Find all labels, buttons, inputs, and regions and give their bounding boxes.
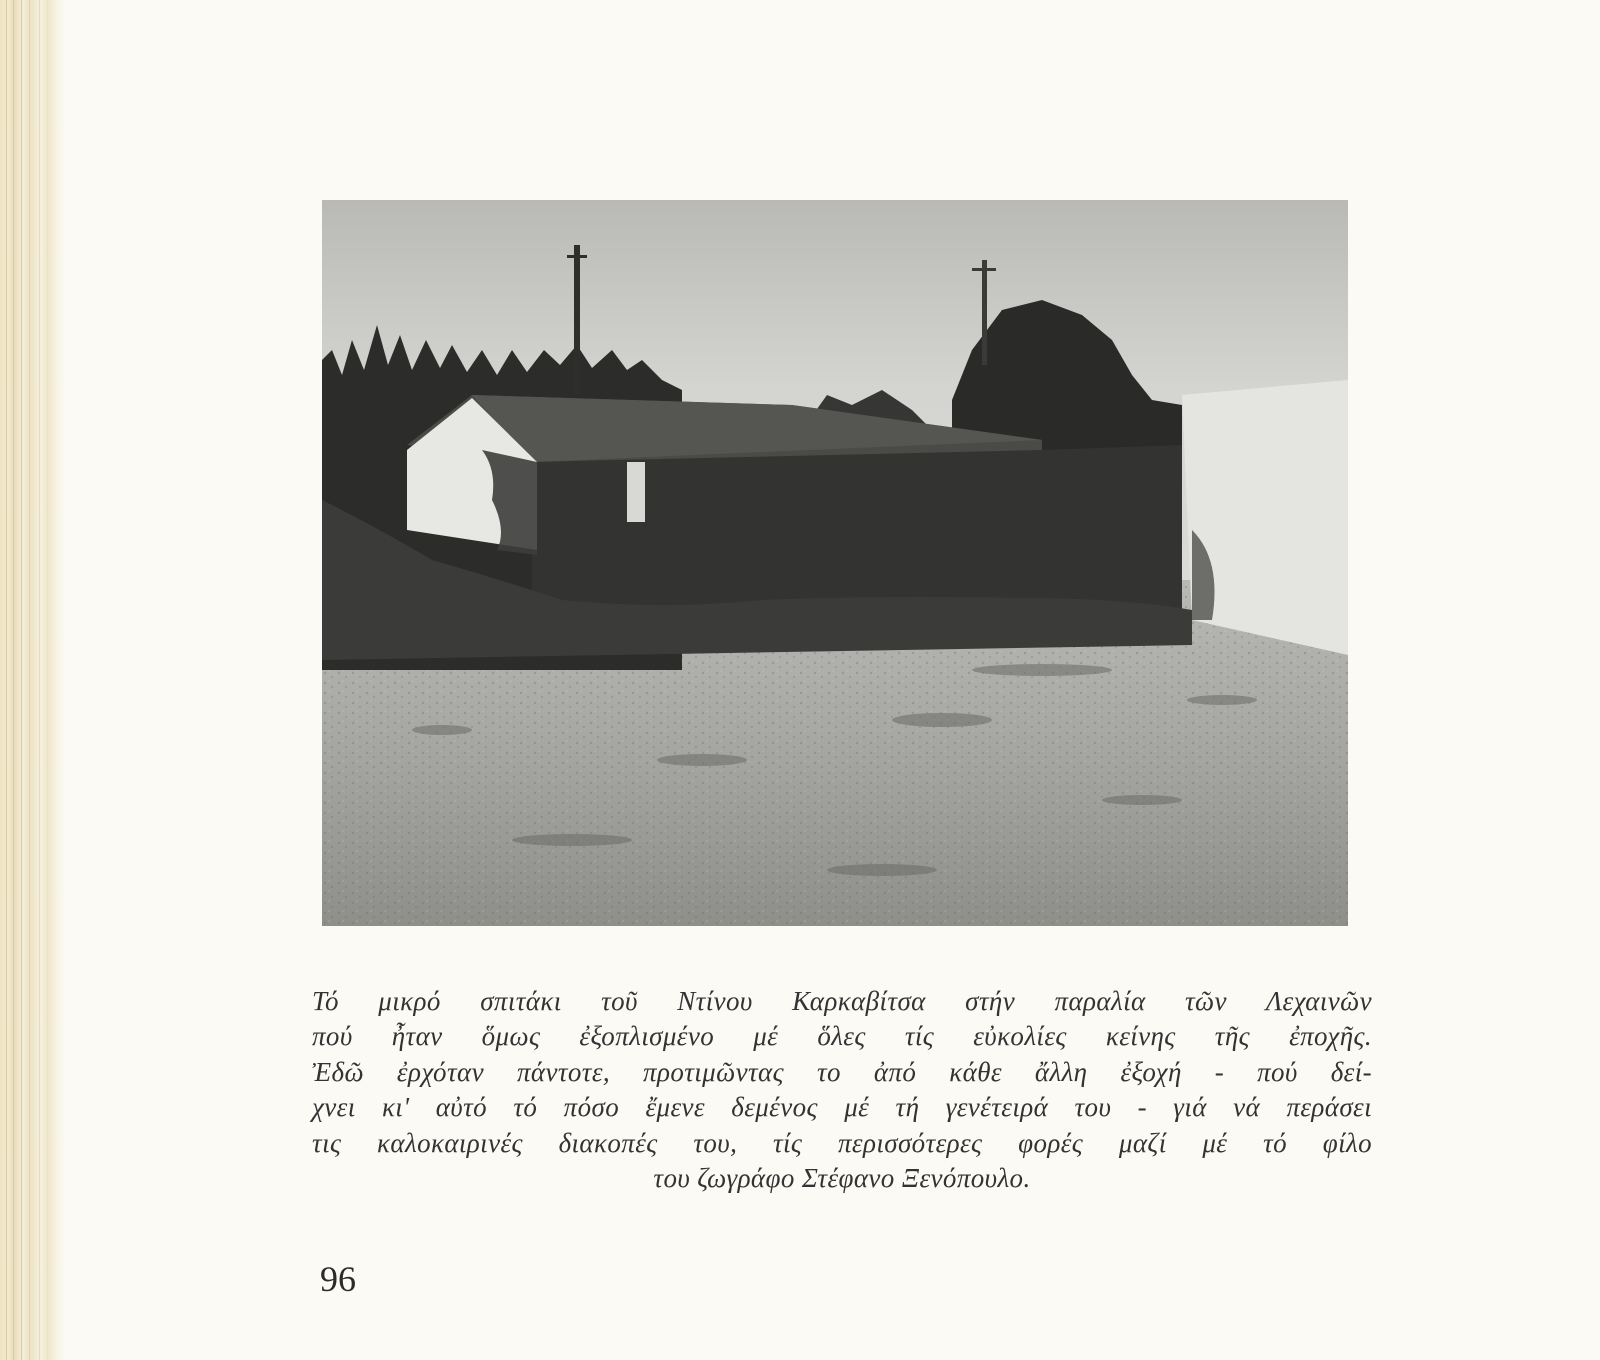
house-photograph [322, 200, 1348, 926]
caption-line: Τό μικρό σπιτάκι τοῦ Ντίνου Καρκαβίτσα στήν παραλία τῶν Λεχαινῶν [312, 986, 1372, 1016]
caption-line: τις καλοκαιρινές διακοπές του, τίς περισσότερες φορές μαζί μέ τό φίλο [312, 1127, 1372, 1158]
caption-line: πού ἦταν ὅμως ἐξοπλισμένο μέ ὅλες τίς εὐκολίες κείνης τῆς ἐποχῆς. [312, 1021, 1372, 1052]
caption-line: χνει κι' αὐτό τό πόσο ἔμενε δεμένος μέ τή γενέτειρά του - γιά νά περάσει [312, 1092, 1372, 1123]
photo-caption [312, 984, 1372, 1196]
page-number: 96 [320, 1259, 356, 1299]
caption-line: Ἐδῶ ἐρχόταν πάντοτε, προτιμῶντας το ἀπό κάθε ἄλλη ἐξοχή - πού δεί- [312, 1056, 1372, 1087]
book-spine-gutter [0, 0, 66, 1360]
caption-line: του ζωγράφο Στέφανο Ξενόπουλο. [653, 1163, 1031, 1194]
